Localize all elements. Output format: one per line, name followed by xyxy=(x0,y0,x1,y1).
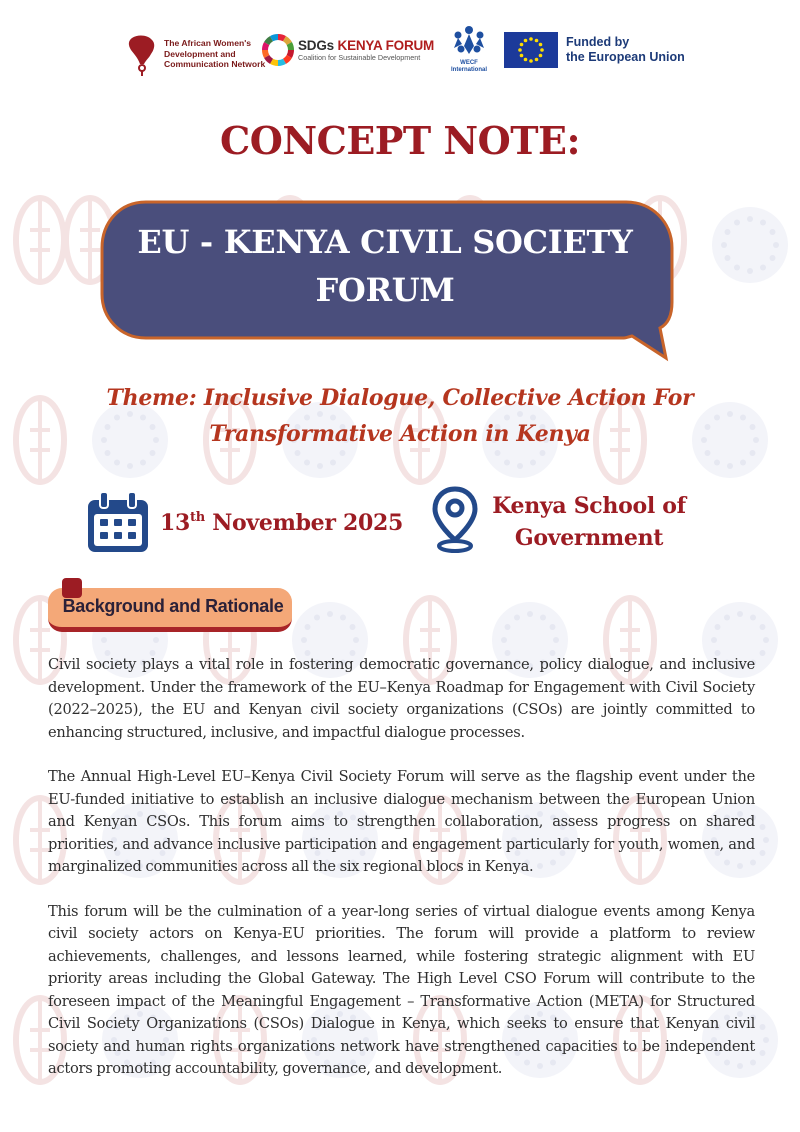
wecf-name: WECF xyxy=(460,60,478,66)
femnet-africa-icon xyxy=(122,32,162,76)
sdgs-kenya-forum-logo xyxy=(262,34,434,66)
section-tag-square xyxy=(62,578,82,598)
wecf-figures-icon xyxy=(450,24,488,60)
sdgs-subtitle: Coalition for Sustainable Development xyxy=(298,53,421,62)
paragraph-2: The Annual High-Level EU–Kenya Civil Society Forum will serve as the flagship event under the EU-funded initiative to establish an inclusive dialogue mechanism between the European Union and Kenyan CSOs. This forum aims to strengthen collaboration, assess progress on shared priorities, and advance inclusive participation and engagement particularly for youth, women, and marginalized communities across all the six regional blocs in Kenya. xyxy=(48,768,755,875)
location-pin-icon xyxy=(430,486,480,556)
eu-funding-logo xyxy=(504,32,685,68)
forum-name xyxy=(98,218,672,314)
wecf-logo xyxy=(450,24,488,74)
theme-line2: Transformative Action in Kenya xyxy=(209,421,591,447)
section-heading: Background and Rationale xyxy=(62,596,284,616)
forum-name-line2: FORUM xyxy=(315,271,455,309)
background-text xyxy=(48,654,755,1103)
sdgs-title: SDGs KENYA FORUM xyxy=(298,38,435,53)
forum-name-bubble xyxy=(98,198,678,368)
eu-funding-text: Funded by the European Union xyxy=(566,35,685,64)
section-heading-tag xyxy=(48,578,298,638)
femnet-name: The African Women's Development and Communication Network xyxy=(164,38,266,70)
paragraph-3: This forum will be the culmination of a year-long series of virtual dialogue events among Kenya civil society actors on Kenya-EU priorities. The forum will provide a platform to review achievements, challenges, and lessons learned, while fostering strategic alignment with EU priority areas including the Global Gateway. The High Level CSO Forum will contribute to the foreseen impact of the Meaningful Engagement – Transformative Action (META) for Structured Civil Society Organizations (CSOs) Dialogue in Kenya, which seeks to ensure that Kenyan civil society and human rights organizations network have strengthened capacities to be independent actors promoting accountability, governance, and development. xyxy=(48,902,755,1077)
eu-flag-icon xyxy=(504,32,558,68)
forum-name-line1: EU - KENYA CIVIL SOCIETY xyxy=(137,223,633,261)
paragraph-1: Civil society plays a vital role in fostering democratic governance, policy dialogue, and inclusive development. Under the framework of the EU–Kenya Roadmap for Engagement with Civil Society (2022–2025), the EU and Kenyan civil society organizations (CSOs) are jointly committed to enhancing structured, inclusive, and impactful dialogue processes. xyxy=(48,656,755,741)
event-date: 13th November 2025 xyxy=(160,510,404,536)
partner-logos xyxy=(0,24,800,84)
event-venue xyxy=(476,490,702,554)
wecf-sub: International xyxy=(450,67,487,73)
forum-theme xyxy=(60,380,740,452)
calendar-icon xyxy=(86,490,150,554)
venue-line1: Kenya School of xyxy=(492,493,686,519)
sdg-wheel-icon xyxy=(262,34,294,66)
theme-line1: Theme: Inclusive Dialogue, Collective Action For xyxy=(106,385,694,411)
page-title: CONCEPT NOTE: xyxy=(220,118,580,163)
venue-line2: Government xyxy=(514,525,664,551)
femnet-logo xyxy=(122,32,274,76)
